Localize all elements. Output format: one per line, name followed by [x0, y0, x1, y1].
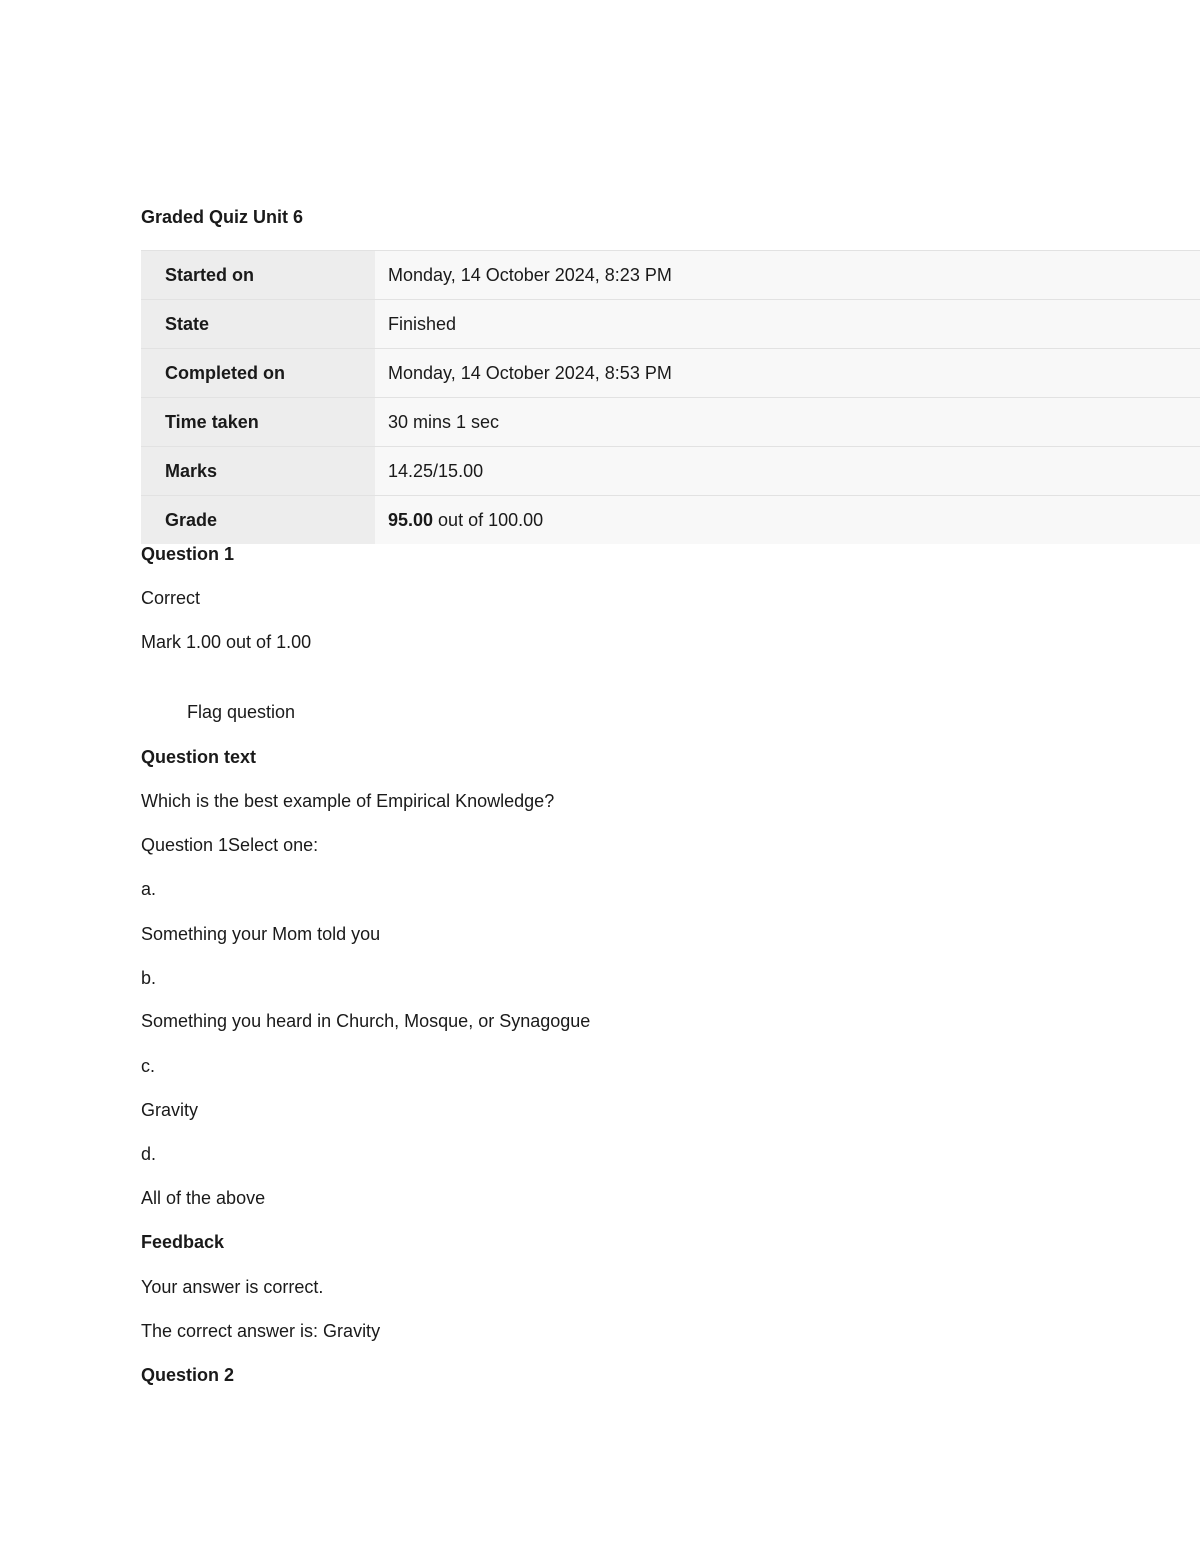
flag-question-link[interactable]: Flag question	[187, 702, 296, 722]
option-b-text[interactable]: Something you heard in Church, Mosque, or Synagogue	[141, 1011, 591, 1031]
summary-label: Grade	[141, 496, 375, 545]
option-letter-b: b.	[141, 968, 157, 988]
quiz-title: Graded Quiz Unit 6	[141, 207, 304, 227]
option-c-text[interactable]: Gravity	[141, 1100, 199, 1120]
summary-value: 14.25/15.00	[375, 447, 1200, 496]
summary-label: Time taken	[141, 398, 375, 447]
select-prompt: Question 1Select one:	[141, 835, 319, 855]
option-letter-a: a.	[141, 879, 157, 899]
summary-label: State	[141, 300, 375, 349]
quiz-summary-table	[141, 250, 1200, 544]
question-mark: Mark 1.00 out of 1.00	[141, 632, 312, 652]
summary-label: Completed on	[141, 349, 375, 398]
summary-value: Monday, 14 October 2024, 8:23 PM	[375, 251, 1200, 300]
summary-value: 30 mins 1 sec	[375, 398, 1200, 447]
summary-label: Started on	[141, 251, 375, 300]
question-text: Which is the best example of Empirical Knowledge?	[141, 791, 555, 811]
question-status: Correct	[141, 588, 201, 608]
summary-value: Finished	[375, 300, 1200, 349]
summary-row-time-taken	[141, 398, 1200, 447]
option-d-text[interactable]: All of the above	[141, 1188, 266, 1208]
summary-row-state	[141, 300, 1200, 349]
option-a-text[interactable]: Something your Mom told you	[141, 924, 381, 944]
summary-row-started-on	[141, 251, 1200, 300]
summary-value: Monday, 14 October 2024, 8:53 PM	[375, 349, 1200, 398]
option-letter-c: c.	[141, 1056, 156, 1076]
grade-score: 95.00	[388, 509, 434, 530]
feedback-heading: Feedback	[141, 1232, 225, 1252]
correct-answer-text: The correct answer is: Gravity	[141, 1321, 381, 1341]
question-2-heading: Question 2	[141, 1365, 235, 1385]
question-text-heading: Question text	[141, 747, 257, 767]
question-heading: Question 1	[141, 544, 235, 564]
summary-row-grade	[141, 496, 1200, 545]
grade-out-of: out of 100.00	[433, 509, 544, 530]
feedback-text: Your answer is correct.	[141, 1277, 324, 1297]
summary-value	[375, 496, 1200, 545]
summary-label: Marks	[141, 447, 375, 496]
summary-row-completed-on	[141, 349, 1200, 398]
option-letter-d: d.	[141, 1144, 157, 1164]
summary-row-marks	[141, 447, 1200, 496]
